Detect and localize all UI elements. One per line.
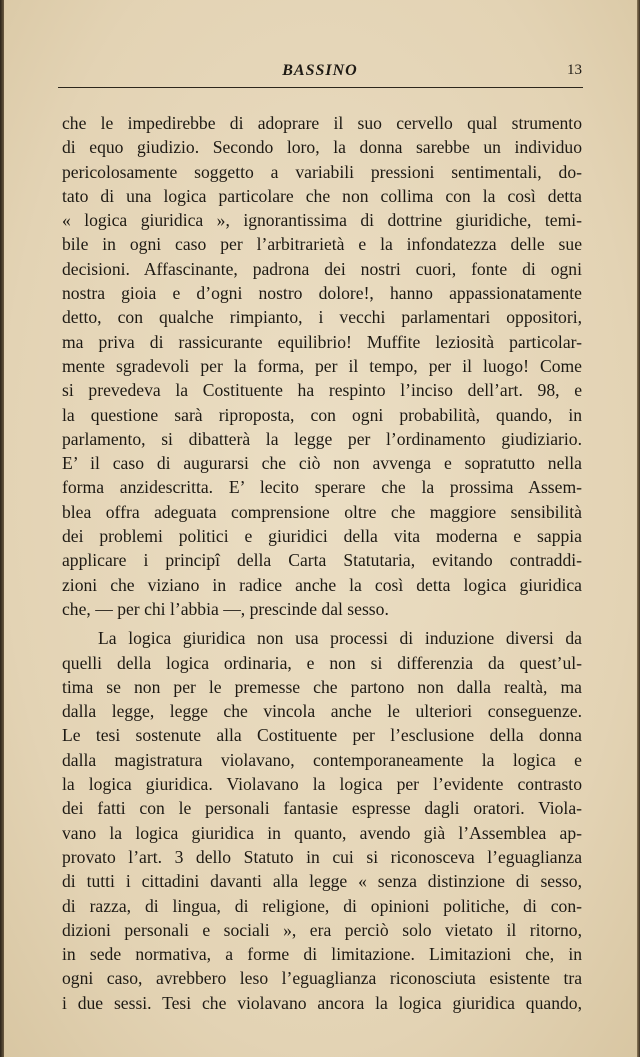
text-line: quelli della logica ordinaria, e non si differenzia da quest’ul-: [62, 652, 582, 673]
text-line: tato di una logica particolare che non collima con la così detta: [62, 185, 582, 206]
page-header: [58, 60, 582, 84]
paragraph-2: [62, 626, 582, 1015]
text-line: la questione sarà riproposta, con ogni probabilità, quando, in: [62, 404, 582, 425]
text-line: di tutti i cittadini davanti alla legge « senza distinzione di sesso,: [62, 871, 582, 892]
text-line: ma priva di rassicurante equilibrio! Muffite leziosità particolar-: [62, 331, 582, 352]
text-line: dalla legge, legge che vincola anche le ulteriori conseguenze.: [62, 701, 582, 722]
text-line: pericolosamente soggetto a variabili pressioni sentimentali, do-: [62, 161, 582, 182]
text-line: dei fatti con le personali fantasie espresse dagli oratori. Viola-: [62, 798, 582, 819]
text-line: blea offra adeguata comprensione oltre che maggiore sensibilità: [62, 501, 582, 522]
body-text: [62, 111, 582, 1015]
text-line: forma anzidescritta. E’ lecito sperare che la prossima Assem-: [62, 477, 582, 498]
page-number: 13: [567, 62, 582, 78]
text-line: tima se non per le premesse che partono non dalla realtà, ma: [62, 676, 582, 697]
text-line: dei problemi politici e giuridici della vita moderna e sappia: [62, 526, 582, 547]
text-line: dizioni personali e sociali », era perciò solo vietato il ritorno,: [62, 919, 582, 940]
text-line: si prevedeva la Costituente ha respinto l’inciso dell’art. 98, e: [62, 380, 582, 401]
text-line: mente sgradevoli per la forma, per il tempo, per il luogo! Come: [62, 355, 582, 376]
text-line: applicare i principî della Carta Statutaria, evitando contraddi-: [62, 550, 582, 571]
text-line: E’ il caso di augurarsi che ciò non avvenga e sopratutto nella: [62, 453, 582, 474]
text-line: decisioni. Affascinante, padrona dei nostri cuori, fonte di ogni: [62, 258, 582, 279]
text-line: La logica giuridica non usa processi di induzione diversi da: [98, 628, 582, 649]
text-line: la logica giuridica. Violavano la logica per l’evidente contrasto: [62, 774, 582, 795]
text-line: i due sessi. Tesi che violavano ancora la logica giuridica quando,: [62, 992, 582, 1013]
text-line: che le impedirebbe di adoprare il suo cervello qual strumento: [62, 113, 582, 133]
text-line: provato l’art. 3 dello Statuto in cui si riconosceva l’eguaglianza: [62, 846, 582, 867]
text-line: nostra gioia e d’ogni nostro dolore!, hanno appassionatamente: [62, 283, 582, 304]
running-title: BASSINO: [282, 62, 358, 79]
header-rule: [58, 87, 583, 88]
text-line: « logica giuridica », ignorantissima di dottrine giuridiche, temi-: [62, 210, 582, 231]
text-line: dalla magistratura violavano, contemporaneamente la logica e: [62, 749, 582, 770]
text-line: parlamento, si dibatterà la legge per l’ordinamento giudiziario.: [62, 428, 582, 449]
text-line: detto, con qualche rimpianto, i vecchi parlamentari oppositori,: [62, 307, 582, 328]
text-line: Le tesi sostenute alla Costituente per l’esclusione della donna: [62, 725, 582, 746]
text-line: di razza, di lingua, di religione, di opinioni politiche, di con-: [62, 895, 582, 916]
text-line: di equo giudizio. Secondo loro, la donna sarebbe un individuo: [62, 137, 582, 158]
text-line: in sede normativa, a forme di limitazione. Limitazioni che, in: [62, 944, 582, 965]
text-line: che, — per chi l’abbia —, prescinde dal sesso.: [62, 598, 389, 619]
text-line: ogni caso, avrebbero leso l’eguaglianza riconosciuta esistente tra: [62, 968, 582, 989]
page-edge-left: [0, 0, 4, 1057]
text-line: zioni che viziano in radice anche la così detta logica giuridica: [62, 574, 582, 595]
text-line: bile in ogni caso per l’arbitrarietà e la infondatezza delle sue: [62, 234, 582, 255]
text-line: vano la logica giuridica in quanto, avendo già l’Assemblea ap-: [62, 822, 582, 843]
paragraph-1: [62, 111, 582, 621]
